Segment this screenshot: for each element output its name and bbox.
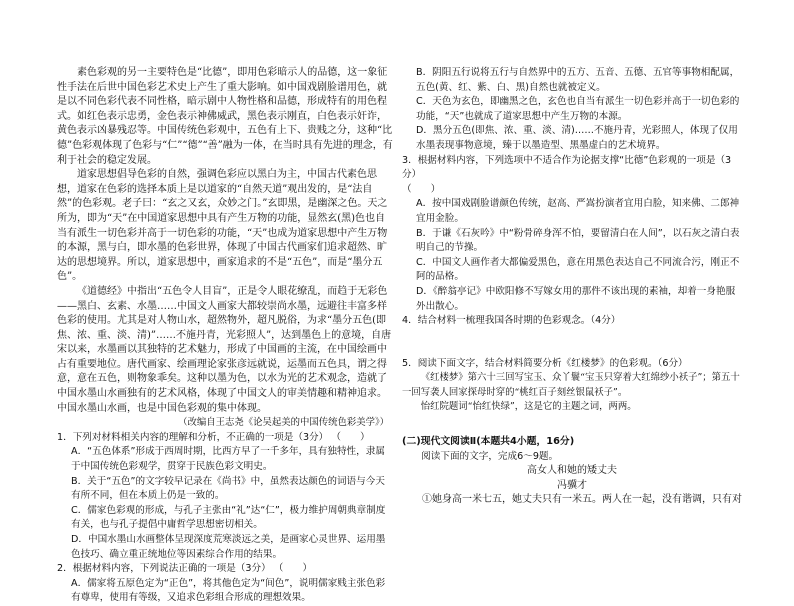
question-1-option-a: A．“五色体系”形成于西周时期，比西方早了一千多年，具有独特性，隶属于中国传统色彩观学，贯穿于民族色彩文明史。 <box>71 446 385 473</box>
material-paragraph-3: 《道德经》中指出“五色令人目盲”，正是令人眼花缭乱，而趋于无彩色——黑白、玄素、水墨……中国文人画家大都较崇尚水墨，远避往丰富多样色彩的使用。尤其是对人物山水，超然物外，超凡脱俗，为求“墨分五色(即焦、浓、重、淡、清)”……不施丹青，光彩照人”，达到墨色上的意境，自唐宋以来，水墨画以其独特的艺术魅力，形成了中国画的主流，在中国绘画中占有重要地位。唐代画家、绘画理论家张彦远就说，运墨而五色具，谓之得意，意在五色，则物象乖矣。这种以墨为色，以水为光的艺术观念，造就了中国水墨山水画独有的艺术风格，体现了中国文人的审美情趣和精神追求。中国水墨山水画，也是中国色彩观的集中体现。 <box>57 285 392 414</box>
question-1 <box>57 431 393 562</box>
material-paragraph-1: 素色彩观的另一主要特色是“比德”，即用色彩暗示人的品德，这一象征性手法在后世中国色彩艺术史上产生了重大影响。如中国戏剧脸谱用色，就是以不同色彩代表不同性格，暗示剧中人物性格和品德，形成特有的用色程式。如红色表示忠勇，金色表示神佛威武，黑色表示刚直，白色表示奸诈，黄色表示凶暴残忍等。中国传统色彩观中，五色有上下、贵贱之分，这种“比德”色彩观体现了色彩与“仁”“德”“善”融为一体，在当时具有先进的理念，有利于社会的稳定发展。 <box>57 67 393 166</box>
question-2-option-d: D．黑分五色(即焦、浓、重、淡、清)……不施丹青，光彩照人，体现了仅用水墨表现事物意境，臻于以墨造型、黑墨虚白的艺术境界。 <box>416 125 738 151</box>
question-2-option-a: A．儒家将五原色定为“正色”，将其他色定为“间色”，说明儒家贱主张色彩有尊卑，使用有等级，又追求色彩组合形成的理想效果。 <box>71 577 386 604</box>
question-5-quote-2: 怡红院题词“怡红快绿”，这是它的主题之词，两两。 <box>420 401 637 413</box>
question-1-answer-paren: （ ） <box>331 431 370 443</box>
question-1-option-c: C．儒家色彩观的形成，与孔子主张由“礼”达“仁”，极力维护周朝典章制度有关，也与孔子提倡中庸哲学思想密切相关。 <box>71 504 386 531</box>
question-1-option-b: B．关于“五色”的文字较早记录在《尚书》中，虽然表达颜色的词语与今天有所不同，但在本质上仍是一致的。 <box>71 475 385 502</box>
question-3-option-c: C．中国文人画作者大都偏爱黑色，意在用黑色表达自己不同流合污，刚正不阿的品格。 <box>416 256 740 283</box>
question-5-answer-space <box>402 415 742 435</box>
material-paragraph-2: 道家思想倡导色彩的自然，强调色彩应以黑白为主，中国古代素色思想，道家在色彩的选择本质上是以道家的“自然天道”观出发的，是“法自然”的色彩观。老子曰：“玄之又玄，众妙之门。”玄即黑，是幽深之色。天之所为，即为“天”在中国道家思想中具有产生万物的功能，显然玄(黑)色也自当有派生一切色彩并高于一切色彩的功能，“天”也成为道家思想中产生万物的本源，黑与白，即水墨的色彩世界，体现了中国古代画家们追求超然、旷达的思想境界。所以，道家思想中，画家追求的不是“五色”，而是“墨分五色”。 <box>57 169 388 283</box>
question-3-option-b: B．于谦《石灰吟》中“粉骨碎身浑不怕，要留清白在人间”，以石灰之清白表明自己的节操。 <box>416 227 740 254</box>
question-2-option-c: C．天色为玄色，即幽黑之色，玄色也自当有派生一切色彩并高于一切色彩的功能，“天”也就成了道家思想中产生万物的本源。 <box>416 96 740 122</box>
question-5-quote-1: 《红楼梦》第六十三回写宝玉、众丫鬟“宝玉只穿着大红绵纱小袄子”；第五十一回写袭人回家探母时穿的“桃红百子刻丝银鼠袄子”。 <box>402 372 740 398</box>
left-column <box>57 66 393 606</box>
story-author: 冯骥才 <box>557 479 587 491</box>
question-2 <box>57 562 393 606</box>
question-3-answer-paren: （ ） <box>402 183 441 195</box>
question-5-stem: 5．阅读下面文字，结合材料简要分析《红楼梦》的色彩观。（6分） <box>402 357 688 369</box>
question-4-answer-space <box>402 329 742 357</box>
question-2-answer-paren: （ ） <box>273 563 313 575</box>
story-paragraph-1: ①她身高一米七五，她丈夫只有一米五。两人在一起，没有谐调，只有对 <box>422 494 742 506</box>
question-3-stem: 3．根据材料内容，下列选项中不适合作为论据支撑“比德”色彩观的一项是（3分） <box>402 154 732 181</box>
question-3-option-d: D．《醉翁亭记》中欧阳修不写嫁女用的那件不该出现的素袖，却着一身艳服外出散心。 <box>416 285 736 312</box>
section-2-title: (二)现代文阅读Ⅱ(本题共4小题，16分) <box>402 436 575 448</box>
question-4-stem: 4．结合材料一梳理我国各时期的色彩观念。（4分） <box>402 315 621 327</box>
section-2 <box>402 435 742 508</box>
question-5 <box>402 357 742 415</box>
question-3 <box>402 154 742 315</box>
section-2-intro: 阅读下面的文字，完成6～9题。 <box>421 450 559 462</box>
material-source: （改编自王志尧《论吴起美的中国传统色彩美学》） <box>178 417 389 429</box>
question-1-stem: 1．下列对材料相关内容的理解和分析，不正确的一项是（3分） （ ） <box>57 431 393 446</box>
question-2-option-b: B．阴阳五行说将五行与自然界中的五方、五音、五德、五官等事物相配属，五色(黄、红、紫、白、黑)自然也就被定义。 <box>416 67 740 93</box>
right-column <box>402 66 742 508</box>
question-1-option-d: D．中国水墨山水画整体呈现深度荒寒淡远之美，是画家心灵世界、运用墨色技巧、确立重正统地位等因素综合作用的结果。 <box>71 534 386 560</box>
question-2-stem: 2．根据材料内容，下列说法正确的一项是（3分） （ ） <box>57 562 393 577</box>
question-3-option-a: A．按中国戏剧脸谱颜色传统，赵高、严嵩扮演者宜用白脸，知来佛、二郎神宜用金脸。 <box>416 198 740 224</box>
story-title: 高女人和她的矮丈夫 <box>527 465 617 477</box>
